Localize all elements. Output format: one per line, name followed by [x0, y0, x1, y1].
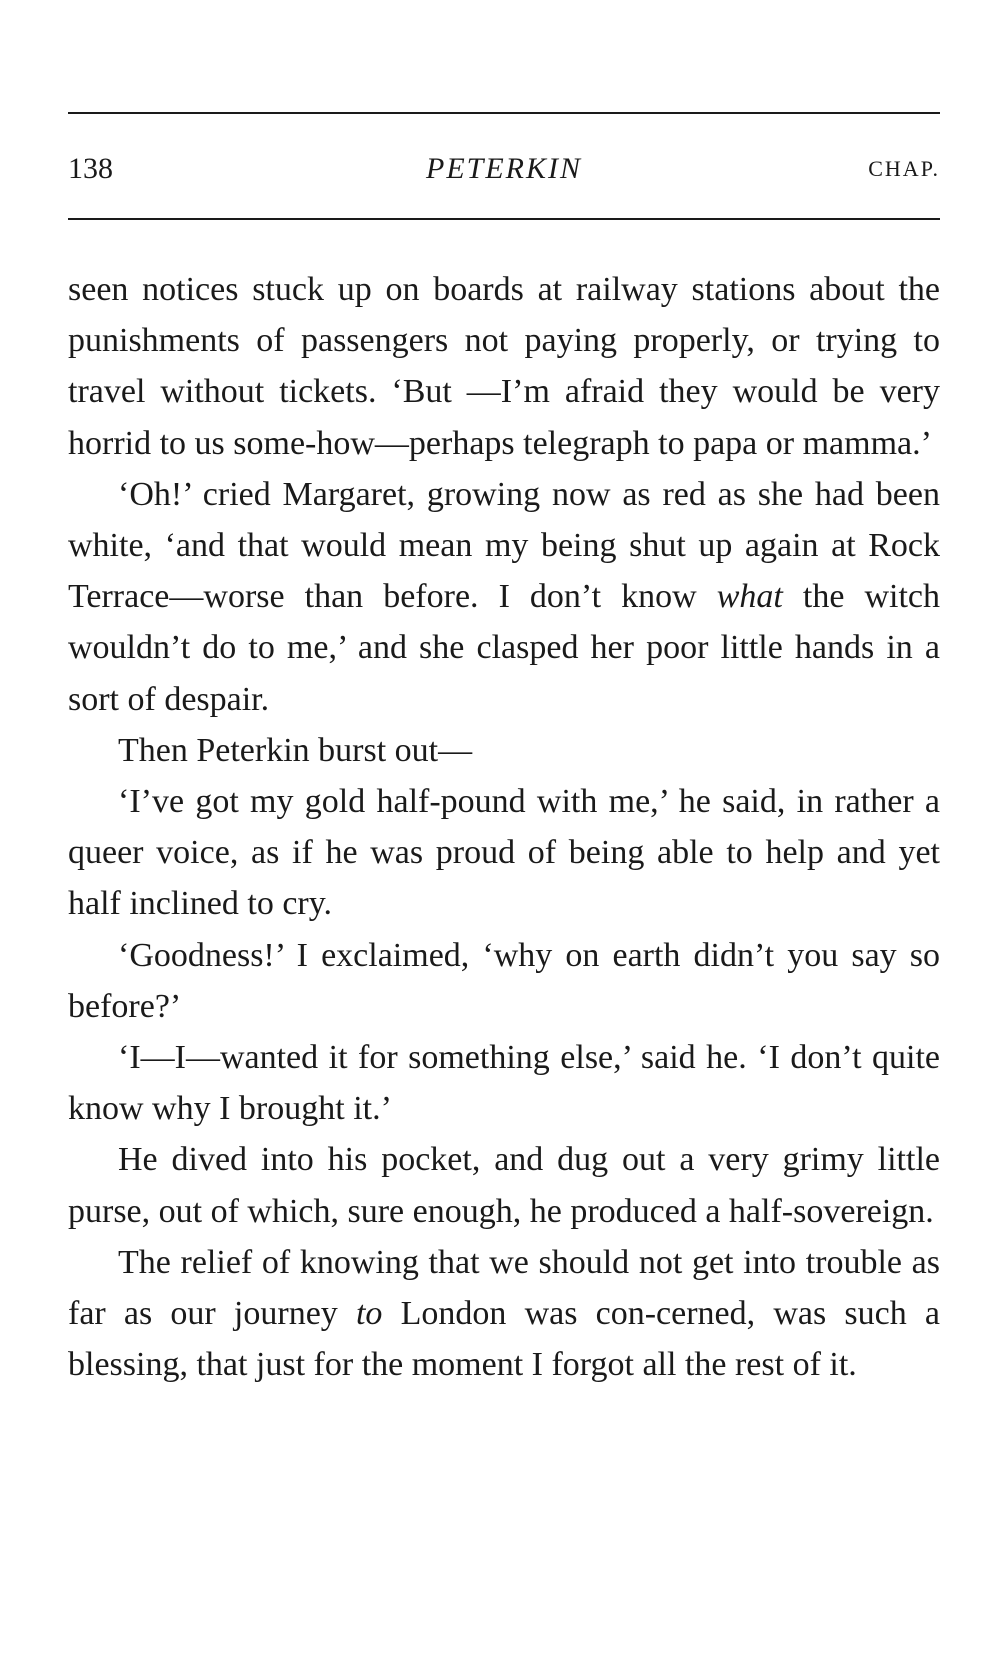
page-number: 138	[68, 152, 113, 185]
paragraph	[68, 930, 940, 1032]
running-title: PETERKIN	[426, 152, 582, 185]
paragraph-text: ‘I’ve got my gold half-pound with me,’ he said, in rather a queer voice, as if he was proud of being able to help and yet half inclined to cry.	[68, 783, 940, 923]
italic-text: what	[716, 578, 783, 616]
paragraph	[68, 1032, 940, 1134]
paragraph	[68, 1237, 940, 1391]
paragraph-text: Then Peterkin burst out—	[118, 731, 473, 769]
header-top-rule	[68, 112, 940, 114]
paragraph	[68, 1134, 940, 1236]
paragraph-text: ‘Oh!’ cried Margaret, growing now as red as she had been white, ‘and that would mean my being shut up again at Rock Terrace—worse than before. I don’t know	[68, 475, 940, 616]
paragraph	[68, 264, 940, 469]
body-text	[68, 264, 940, 1390]
running-head	[68, 152, 940, 192]
chapter-label: CHAP.	[868, 156, 940, 181]
paragraph-text: the witch wouldn’t do to me,’ and she clasped her poor little hands in a sort of despair.	[68, 578, 940, 718]
italic-text: to	[355, 1295, 383, 1333]
paragraph-text: seen notices stuck up on boards at railway stations about the punishments of passengers not paying properly, or trying to travel without tickets. ‘But —I’m afraid they would be very horrid to us some-how—perhaps telegraph to papa or mamma.’	[68, 271, 940, 462]
header-bottom-rule	[68, 218, 940, 220]
paragraph-text: He dived into his pocket, and dug out a very grimy little purse, out of which, sure enough, he produced a half-sovereign.	[68, 1141, 940, 1230]
paragraph-text: The relief of knowing that we should not get into trouble as far as our journey	[68, 1243, 940, 1333]
paragraph	[68, 725, 940, 776]
paragraph-text: London was con-cerned, was such a blessing, that just for the moment I forgot all the rest of it.	[68, 1295, 940, 1384]
paragraph	[68, 469, 940, 725]
paragraph-text: ‘I—I—wanted it for something else,’ said he. ‘I don’t quite know why I brought it.’	[68, 1039, 940, 1128]
paragraph	[68, 776, 940, 930]
paragraph-text: ‘Goodness!’ I exclaimed, ‘why on earth didn’t you say so before?’	[68, 936, 940, 1025]
